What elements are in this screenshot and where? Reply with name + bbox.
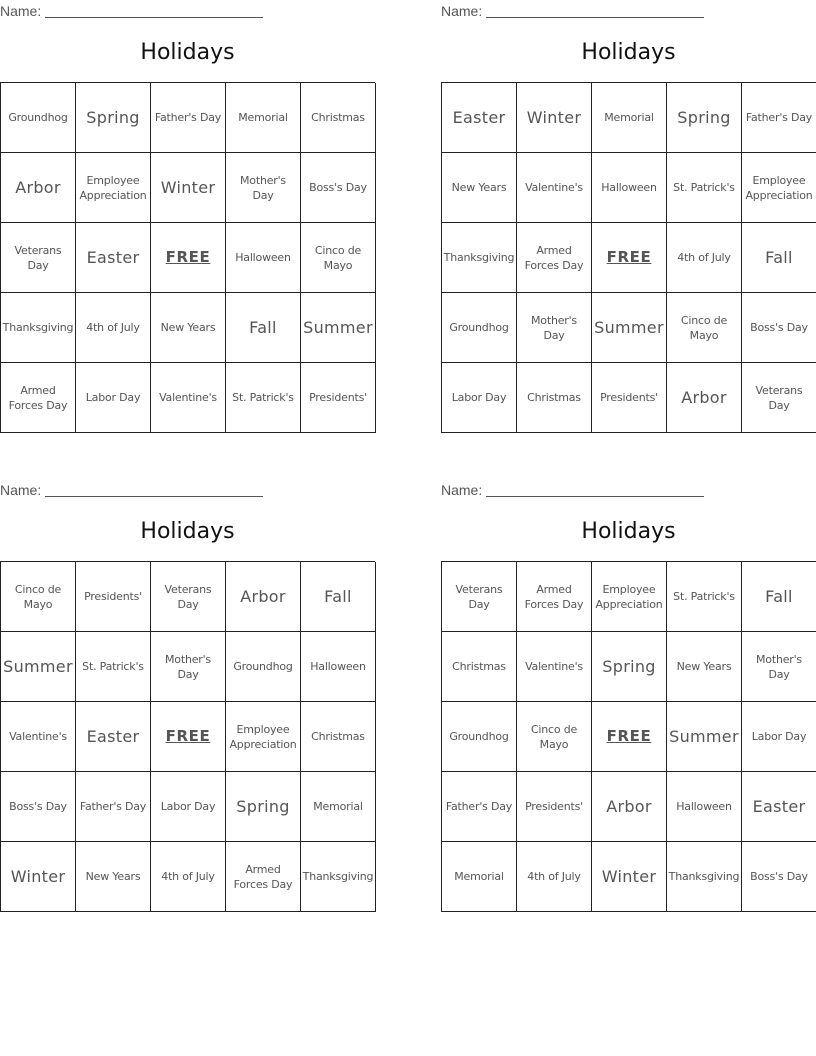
card-title: Holidays (581, 40, 676, 65)
bingo-cell[interactable]: Fall (742, 562, 816, 632)
bingo-cell[interactable]: Winter (1, 842, 76, 912)
bingo-cell[interactable]: Employee Appreciation (76, 153, 151, 223)
name-label: Name: (441, 482, 483, 498)
bingo-cell[interactable]: Armed Forces Day (1, 363, 76, 433)
bingo-cell[interactable]: Christmas (442, 632, 517, 702)
bingo-cell[interactable]: Labor Day (151, 772, 226, 842)
name-label: Name: (0, 3, 42, 19)
name-field[interactable] (0, 3, 263, 19)
bingo-cell[interactable]: Valentine's (517, 153, 592, 223)
bingo-cell[interactable]: Armed Forces Day (226, 842, 301, 912)
bingo-cell[interactable]: Groundhog (442, 293, 517, 363)
bingo-cell[interactable]: Boss's Day (1, 772, 76, 842)
bingo-cell[interactable]: Presidents' (592, 363, 667, 433)
bingo-cell[interactable]: Armed Forces Day (517, 562, 592, 632)
bingo-cell[interactable]: Fall (301, 562, 376, 632)
bingo-cell[interactable]: Arbor (592, 772, 667, 842)
bingo-cell[interactable]: New Years (667, 632, 742, 702)
bingo-cell[interactable]: Halloween (667, 772, 742, 842)
bingo-cell[interactable]: Labor Day (442, 363, 517, 433)
bingo-cell[interactable]: St. Patrick's (76, 632, 151, 702)
bingo-cell[interactable]: Halloween (226, 223, 301, 293)
bingo-card-1 (0, 0, 375, 432)
bingo-cell[interactable]: 4th of July (76, 293, 151, 363)
bingo-cell[interactable]: Arbor (1, 153, 76, 223)
bingo-cell[interactable]: Father's Day (151, 83, 226, 153)
bingo-cell[interactable]: Mother's Day (517, 293, 592, 363)
bingo-cell[interactable]: Christmas (301, 702, 376, 772)
bingo-cell[interactable]: Groundhog (442, 702, 517, 772)
bingo-cell[interactable]: Easter (76, 223, 151, 293)
bingo-cell[interactable]: Employee Appreciation (742, 153, 816, 223)
bingo-cell[interactable]: Spring (667, 83, 742, 153)
name-field[interactable] (441, 482, 704, 498)
bingo-cell[interactable]: Christmas (301, 83, 376, 153)
bingo-cell[interactable]: 4th of July (517, 842, 592, 912)
bingo-cell[interactable]: Easter (742, 772, 816, 842)
bingo-cell[interactable]: Presidents' (301, 363, 376, 433)
bingo-cell[interactable]: Easter (76, 702, 151, 772)
bingo-cell[interactable]: Mother's Day (151, 632, 226, 702)
free-space-cell[interactable]: FREE (592, 223, 667, 293)
bingo-cell[interactable]: Summer (1, 632, 76, 702)
bingo-cell[interactable]: Cinco de Mayo (301, 223, 376, 293)
name-field[interactable] (441, 3, 704, 19)
bingo-cell[interactable]: Winter (151, 153, 226, 223)
bingo-cell[interactable]: Easter (442, 83, 517, 153)
bingo-cell[interactable]: Veterans Day (442, 562, 517, 632)
bingo-cell[interactable]: Valentine's (517, 632, 592, 702)
bingo-cell[interactable]: Summer (667, 702, 742, 772)
bingo-cell[interactable]: Memorial (226, 83, 301, 153)
bingo-cell[interactable]: Veterans Day (1, 223, 76, 293)
bingo-cell[interactable]: Mother's Day (742, 632, 816, 702)
bingo-cell[interactable]: Fall (226, 293, 301, 363)
bingo-cell[interactable]: Spring (76, 83, 151, 153)
bingo-cell[interactable]: Halloween (301, 632, 376, 702)
bingo-cell[interactable]: Memorial (301, 772, 376, 842)
bingo-cell[interactable]: Halloween (592, 153, 667, 223)
bingo-cell[interactable]: Summer (592, 293, 667, 363)
bingo-cell[interactable]: Presidents' (517, 772, 592, 842)
bingo-grid (441, 561, 816, 912)
bingo-cell[interactable]: Boss's Day (301, 153, 376, 223)
bingo-cell[interactable]: Winter (592, 842, 667, 912)
bingo-cell[interactable]: Memorial (592, 83, 667, 153)
bingo-cell[interactable]: Thanksgiving (301, 842, 376, 912)
bingo-cell[interactable]: Employee Appreciation (226, 702, 301, 772)
bingo-cell[interactable]: Cinco de Mayo (667, 293, 742, 363)
name-label: Name: (0, 482, 42, 498)
bingo-cell[interactable]: Winter (517, 83, 592, 153)
bingo-cell[interactable]: New Years (151, 293, 226, 363)
bingo-cell[interactable]: St. Patrick's (226, 363, 301, 433)
bingo-cell[interactable]: Labor Day (742, 702, 816, 772)
bingo-cell[interactable]: Presidents' (76, 562, 151, 632)
card-title: Holidays (581, 519, 676, 544)
bingo-grid (0, 561, 375, 912)
bingo-cell[interactable]: Employee Appreciation (592, 562, 667, 632)
bingo-cell[interactable]: Valentine's (151, 363, 226, 433)
card-title: Holidays (140, 40, 235, 65)
bingo-cell[interactable]: 4th of July (151, 842, 226, 912)
bingo-cell[interactable]: Arbor (226, 562, 301, 632)
bingo-cell[interactable]: Veterans Day (742, 363, 816, 433)
name-blank-line[interactable] (45, 483, 263, 497)
bingo-cell[interactable]: St. Patrick's (667, 153, 742, 223)
name-label: Name: (441, 3, 483, 19)
bingo-cell[interactable]: Groundhog (1, 83, 76, 153)
bingo-cell[interactable]: Valentine's (1, 702, 76, 772)
bingo-grid (0, 82, 375, 433)
bingo-cell[interactable]: Boss's Day (742, 293, 816, 363)
bingo-cell[interactable]: Summer (301, 293, 376, 363)
bingo-card-3 (0, 479, 375, 911)
bingo-cell[interactable]: Armed Forces Day (517, 223, 592, 293)
bingo-cell[interactable]: Thanksgiving (1, 293, 76, 363)
bingo-cell[interactable]: Boss's Day (742, 842, 816, 912)
bingo-cell[interactable]: Memorial (442, 842, 517, 912)
bingo-cell[interactable]: Arbor (667, 363, 742, 433)
bingo-cell[interactable]: Spring (226, 772, 301, 842)
bingo-cell[interactable]: Cinco de Mayo (517, 702, 592, 772)
card-title: Holidays (140, 519, 235, 544)
bingo-cell[interactable]: Groundhog (226, 632, 301, 702)
bingo-cell[interactable]: Spring (592, 632, 667, 702)
bingo-cell[interactable]: Father's Day (742, 83, 816, 153)
bingo-cell[interactable]: Cinco de Mayo (1, 562, 76, 632)
name-blank-line[interactable] (45, 4, 263, 18)
bingo-cell[interactable]: Father's Day (442, 772, 517, 842)
bingo-grid (441, 82, 816, 433)
name-blank-line[interactable] (486, 483, 704, 497)
bingo-card-4 (441, 479, 816, 911)
bingo-cell[interactable]: Thanksgiving (667, 842, 742, 912)
bingo-cell[interactable]: Veterans Day (151, 562, 226, 632)
bingo-cell[interactable]: Labor Day (76, 363, 151, 433)
bingo-cell[interactable]: St. Patrick's (667, 562, 742, 632)
bingo-cell[interactable]: Christmas (517, 363, 592, 433)
bingo-cell[interactable]: Mother's Day (226, 153, 301, 223)
bingo-cell[interactable]: 4th of July (667, 223, 742, 293)
bingo-cell[interactable]: Father's Day (76, 772, 151, 842)
bingo-cell[interactable]: New Years (76, 842, 151, 912)
bingo-cell[interactable]: Fall (742, 223, 816, 293)
name-blank-line[interactable] (486, 4, 704, 18)
bingo-cell[interactable]: Thanksgiving (442, 223, 517, 293)
free-space-cell[interactable]: FREE (592, 702, 667, 772)
free-space-cell[interactable]: FREE (151, 223, 226, 293)
bingo-cell[interactable]: New Years (442, 153, 517, 223)
free-space-cell[interactable]: FREE (151, 702, 226, 772)
name-field[interactable] (0, 482, 263, 498)
bingo-card-2 (441, 0, 816, 432)
